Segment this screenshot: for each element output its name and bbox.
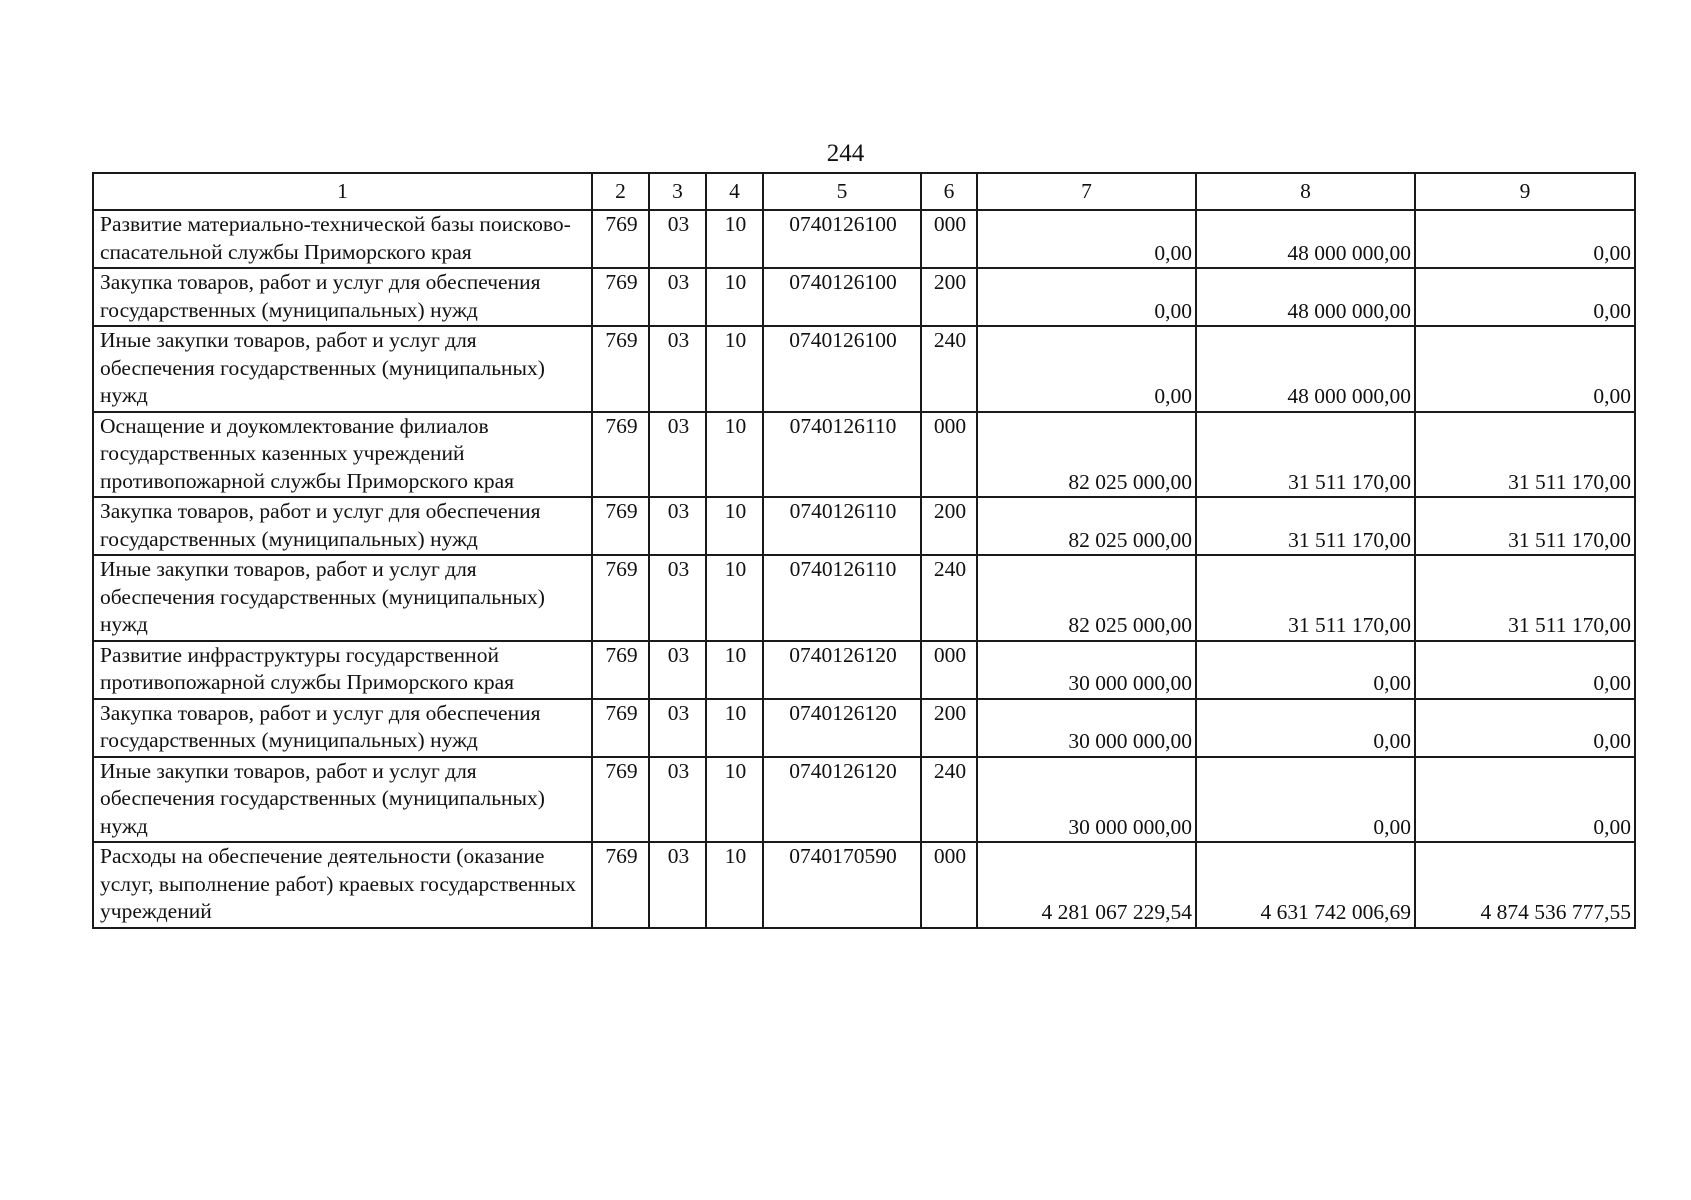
row-expense-type-cell: 240 (921, 757, 977, 843)
row-amount-cell: 4 281 067 229,54 (977, 842, 1196, 928)
row-subsection-cell: 10 (706, 842, 763, 928)
row-section-cell: 03 (649, 326, 706, 412)
row-code-cell: 769 (592, 497, 649, 555)
row-target-article-cell: 0740126100 (763, 210, 921, 268)
header-cell: 6 (921, 173, 977, 210)
row-amount-cell: 82 025 000,00 (977, 497, 1196, 555)
header-cell: 1 (93, 173, 592, 210)
row-subsection-cell: 10 (706, 268, 763, 326)
row-amount-cell: 0,00 (1196, 757, 1415, 843)
row-subsection-cell: 10 (706, 641, 763, 699)
row-expense-type-cell: 000 (921, 842, 977, 928)
table-row (93, 497, 1635, 555)
row-amount-cell: 0,00 (1415, 210, 1635, 268)
row-section-cell: 03 (649, 842, 706, 928)
row-code-cell: 769 (592, 842, 649, 928)
row-code-cell: 769 (592, 641, 649, 699)
row-target-article-cell: 0740170590 (763, 842, 921, 928)
row-subsection-cell: 10 (706, 555, 763, 641)
table-row (93, 699, 1635, 757)
row-amount-cell: 31 511 170,00 (1415, 497, 1635, 555)
row-amount-cell: 0,00 (977, 326, 1196, 412)
page-number: 244 (826, 140, 865, 167)
row-expense-type-cell: 200 (921, 268, 977, 326)
row-amount-cell: 31 511 170,00 (1415, 555, 1635, 641)
table-row (93, 210, 1635, 268)
row-section-cell: 03 (649, 757, 706, 843)
table-row (93, 757, 1635, 843)
row-amount-cell: 4 631 742 006,69 (1196, 842, 1415, 928)
row-section-cell: 03 (649, 210, 706, 268)
row-section-cell: 03 (649, 412, 706, 498)
row-name-cell: Расходы на обеспечение деятельности (оказание услуг, выполнение работ) краевых государственных учреждений (93, 842, 592, 928)
row-code-cell: 769 (592, 326, 649, 412)
row-section-cell: 03 (649, 641, 706, 699)
row-name-cell: Закупка товаров, работ и услуг для обеспечения государственных (муниципальных) нужд (93, 268, 592, 326)
row-expense-type-cell: 240 (921, 326, 977, 412)
row-name-cell: Закупка товаров, работ и услуг для обеспечения государственных (муниципальных) нужд (93, 497, 592, 555)
row-amount-cell: 31 511 170,00 (1196, 412, 1415, 498)
row-amount-cell: 30 000 000,00 (977, 641, 1196, 699)
row-code-cell: 769 (592, 555, 649, 641)
row-amount-cell: 82 025 000,00 (977, 555, 1196, 641)
row-name-cell: Развитие инфраструктуры государственной противопожарной службы Приморского края (93, 641, 592, 699)
header-cell: 8 (1196, 173, 1415, 210)
row-name-cell: Иные закупки товаров, работ и услуг для обеспечения государственных (муниципальных) нужд (93, 757, 592, 843)
row-subsection-cell: 10 (706, 699, 763, 757)
row-target-article-cell: 0740126100 (763, 326, 921, 412)
row-target-article-cell: 0740126110 (763, 412, 921, 498)
table-row (93, 641, 1635, 699)
row-subsection-cell: 10 (706, 412, 763, 498)
row-code-cell: 769 (592, 210, 649, 268)
row-target-article-cell: 0740126110 (763, 497, 921, 555)
row-amount-cell: 0,00 (977, 210, 1196, 268)
row-target-article-cell: 0740126120 (763, 757, 921, 843)
row-amount-cell: 30 000 000,00 (977, 699, 1196, 757)
row-section-cell: 03 (649, 555, 706, 641)
row-amount-cell: 0,00 (1415, 268, 1635, 326)
row-amount-cell: 30 000 000,00 (977, 757, 1196, 843)
row-section-cell: 03 (649, 268, 706, 326)
row-name-cell: Развитие материально-технической базы поисково-спасательной службы Приморского края (93, 210, 592, 268)
row-amount-cell: 4 874 536 777,55 (1415, 842, 1635, 928)
row-name-cell: Иные закупки товаров, работ и услуг для обеспечения государственных (муниципальных) нужд (93, 555, 592, 641)
row-amount-cell: 48 000 000,00 (1196, 210, 1415, 268)
row-amount-cell: 48 000 000,00 (1196, 326, 1415, 412)
header-cell: 3 (649, 173, 706, 210)
row-amount-cell: 31 511 170,00 (1196, 555, 1415, 641)
table-row (93, 555, 1635, 641)
row-amount-cell: 0,00 (1415, 326, 1635, 412)
row-amount-cell: 0,00 (977, 268, 1196, 326)
row-code-cell: 769 (592, 757, 649, 843)
row-amount-cell: 0,00 (1415, 641, 1635, 699)
table-row (93, 268, 1635, 326)
row-code-cell: 769 (592, 412, 649, 498)
row-target-article-cell: 0740126120 (763, 699, 921, 757)
table-row (93, 842, 1635, 928)
row-subsection-cell: 10 (706, 210, 763, 268)
row-expense-type-cell: 200 (921, 699, 977, 757)
row-section-cell: 03 (649, 497, 706, 555)
row-name-cell: Иные закупки товаров, работ и услуг для обеспечения государственных (муниципальных) нужд (93, 326, 592, 412)
row-expense-type-cell: 240 (921, 555, 977, 641)
row-amount-cell: 0,00 (1415, 699, 1635, 757)
header-cell: 7 (977, 173, 1196, 210)
row-amount-cell: 31 511 170,00 (1196, 497, 1415, 555)
row-amount-cell: 82 025 000,00 (977, 412, 1196, 498)
row-subsection-cell: 10 (706, 326, 763, 412)
row-amount-cell: 0,00 (1196, 699, 1415, 757)
row-target-article-cell: 0740126120 (763, 641, 921, 699)
row-expense-type-cell: 000 (921, 412, 977, 498)
table-row (93, 412, 1635, 498)
row-amount-cell: 31 511 170,00 (1415, 412, 1635, 498)
row-name-cell: Закупка товаров, работ и услуг для обеспечения государственных (муниципальных) нужд (93, 699, 592, 757)
header-cell: 4 (706, 173, 763, 210)
row-code-cell: 769 (592, 268, 649, 326)
header-cell: 9 (1415, 173, 1635, 210)
row-subsection-cell: 10 (706, 757, 763, 843)
row-expense-type-cell: 200 (921, 497, 977, 555)
header-row (93, 173, 1635, 210)
row-expense-type-cell: 000 (921, 641, 977, 699)
budget-table (92, 172, 1636, 929)
row-subsection-cell: 10 (706, 497, 763, 555)
row-code-cell: 769 (592, 699, 649, 757)
table-row (93, 326, 1635, 412)
row-amount-cell: 0,00 (1415, 757, 1635, 843)
row-expense-type-cell: 000 (921, 210, 977, 268)
row-target-article-cell: 0740126100 (763, 268, 921, 326)
row-section-cell: 03 (649, 699, 706, 757)
header-cell: 2 (592, 173, 649, 210)
row-amount-cell: 0,00 (1196, 641, 1415, 699)
row-name-cell: Оснащение и доукомлектование филиалов государственных казенных учреждений противопожарной службы Приморского края (93, 412, 592, 498)
row-amount-cell: 48 000 000,00 (1196, 268, 1415, 326)
header-cell: 5 (763, 173, 921, 210)
row-target-article-cell: 0740126110 (763, 555, 921, 641)
